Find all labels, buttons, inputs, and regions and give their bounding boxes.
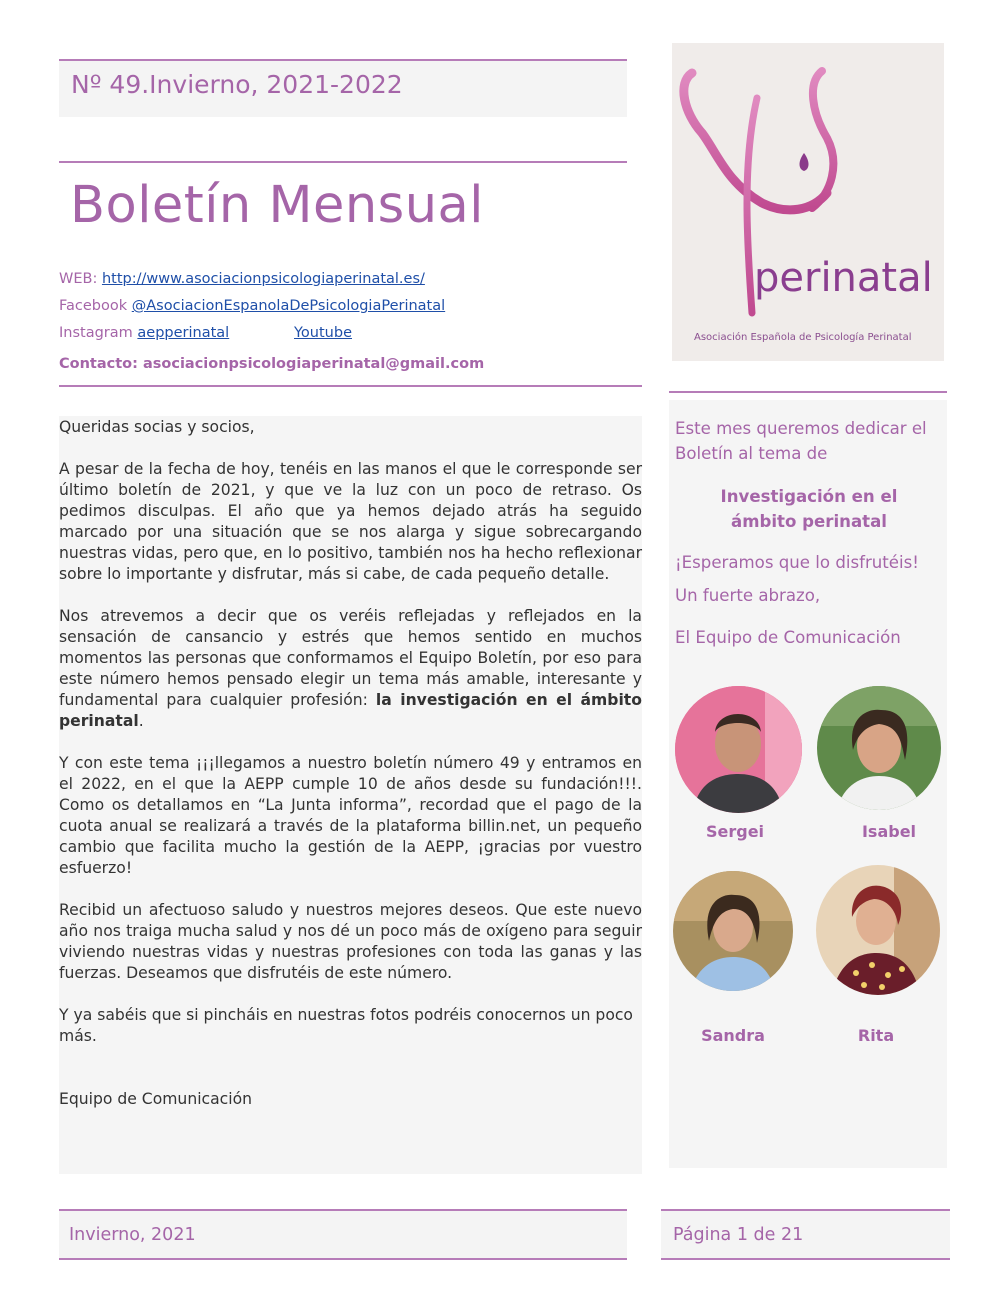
sidebar-text [675, 416, 943, 650]
logo-brand: perinatal [754, 255, 933, 301]
sidebar-rule [669, 391, 947, 393]
photo-isabel[interactable] [817, 686, 941, 810]
logo-subtitle: Asociación Española de Psicología Perinatal [694, 332, 912, 343]
facebook-line [59, 298, 445, 314]
photo-sandra[interactable] [673, 871, 793, 991]
footer-rule-bottom-left [59, 1258, 627, 1260]
sidebar-intro: Este mes queremos dedicar el Boletín al tema de [675, 419, 927, 463]
footer-rule-bottom-right [661, 1258, 950, 1260]
footer-page-number: Página 1 de 21 [673, 1225, 804, 1245]
avatar-sergei-icon [675, 686, 802, 813]
instagram-link[interactable]: aepperinatal [137, 325, 230, 341]
avatar-rita-icon [816, 865, 940, 995]
letter-paragraph-2 [59, 606, 642, 732]
web-label: WEB: [59, 271, 102, 287]
web-line [59, 271, 425, 287]
sidebar-team: El Equipo de Comunicación [675, 628, 901, 647]
youtube-link[interactable]: Youtube [294, 325, 352, 341]
letter-paragraph-1: A pesar de la fecha de hoy, tenéis en las manos el que le corresponde ser último boletín de 2021, y que ve la luz con un poco de retraso. Os pedimos disculpas. El año que ya hemos dejado atrás ha seguido marcado por una situación que se nos alarga y sigue sobrecargando nuestras vidas, pero que, en lo positivo, también nos ha hecho reflexionar sobre lo importante y disfrutar, más si cabe, de cada pequeño detalle. [59, 460, 642, 583]
letter-paragraph-3: Y con este tema ¡¡¡llegamos a nuestro boletín número 49 y entramos en el 2022, en el que la AEPP cumple 10 de años desde su fundación!!!. Como os detallamos en “La Junta informa”, recordad que el pago de la cuota anual se realizará a través de la plataforma billin.net, un pequeño cambio que facilita mucho la gestión de la AEPP, ¡gracias por vuestro esfuerzo! [59, 754, 642, 877]
page-title: Boletín Mensual [70, 176, 484, 235]
letter-body [59, 417, 642, 1131]
youtube-line [294, 325, 352, 341]
letter-paragraph-4: Recibid un afectuoso saludo y nuestros mejores deseos. Que este nuevo año nos traiga mucha salud y nos dé un poco más de oxígeno para seguir viviendo nuestras vidas y nuestras profesiones con toda las ganas y las fuerzas. Deseamos que disfrutéis de este número. [59, 901, 642, 982]
psi-logo-icon [672, 43, 944, 361]
web-link[interactable]: http://www.asociacionpsicologiaperinatal.es/ [101, 271, 425, 287]
links-rule [59, 385, 642, 387]
facebook-label: Facebook [59, 298, 132, 314]
sidebar-enjoy: ¡Esperamos que lo disfrutéis! [675, 553, 919, 572]
letter-paragraph-2-end: . [138, 712, 144, 730]
instagram-label: Instagram [59, 325, 138, 341]
member-name-sandra: Sandra [701, 1026, 765, 1045]
member-name-rita: Rita [857, 1026, 895, 1045]
photo-rita[interactable] [816, 865, 940, 995]
letter-paragraph-5: Y ya sabéis que si pincháis en nuestras fotos podréis conocernos un poco más. [59, 1006, 633, 1045]
facebook-link[interactable]: @AsociacionEspanolaDePsicologiaPerinatal [131, 298, 446, 314]
instagram-line [59, 325, 229, 341]
letter-signature: Equipo de Comunicación [59, 1090, 252, 1108]
avatar-sandra-icon [673, 871, 793, 991]
sidebar-topic: Investigación en el ámbito perinatal [720, 487, 898, 531]
footer-season: Invierno, 2021 [69, 1225, 196, 1245]
sidebar-hug: Un fuerte abrazo, [675, 586, 821, 605]
issue-number: Nº 49.Invierno, 2021-2022 [71, 70, 403, 99]
letter-paragraph-2-bold: la investigación en el ámbito perinatal [59, 691, 642, 730]
photo-sergei[interactable] [675, 686, 802, 813]
member-name-sergei: Sergei [705, 822, 765, 841]
letter-greeting: Queridas socias y socios, [59, 418, 255, 436]
title-rule [59, 161, 627, 163]
letter-paragraph-2-text: Nos atrevemos a decir que os veréis reflejadas y reflejados en la sensación de cansancio y estrés que hemos sentido en muchos momentos las personas que conformamos el Equipo Boletín, por eso para este número hemos pensado elegir un tema más amable, interesante y fundamental para cualquier profesión: [59, 607, 642, 709]
avatar-isabel-icon [817, 686, 941, 810]
aepp-logo[interactable] [672, 43, 944, 361]
contact-email[interactable]: Contacto: asociacionpsicologiaperinatal@gmail.com [59, 356, 485, 372]
member-name-isabel: Isabel [861, 822, 917, 841]
